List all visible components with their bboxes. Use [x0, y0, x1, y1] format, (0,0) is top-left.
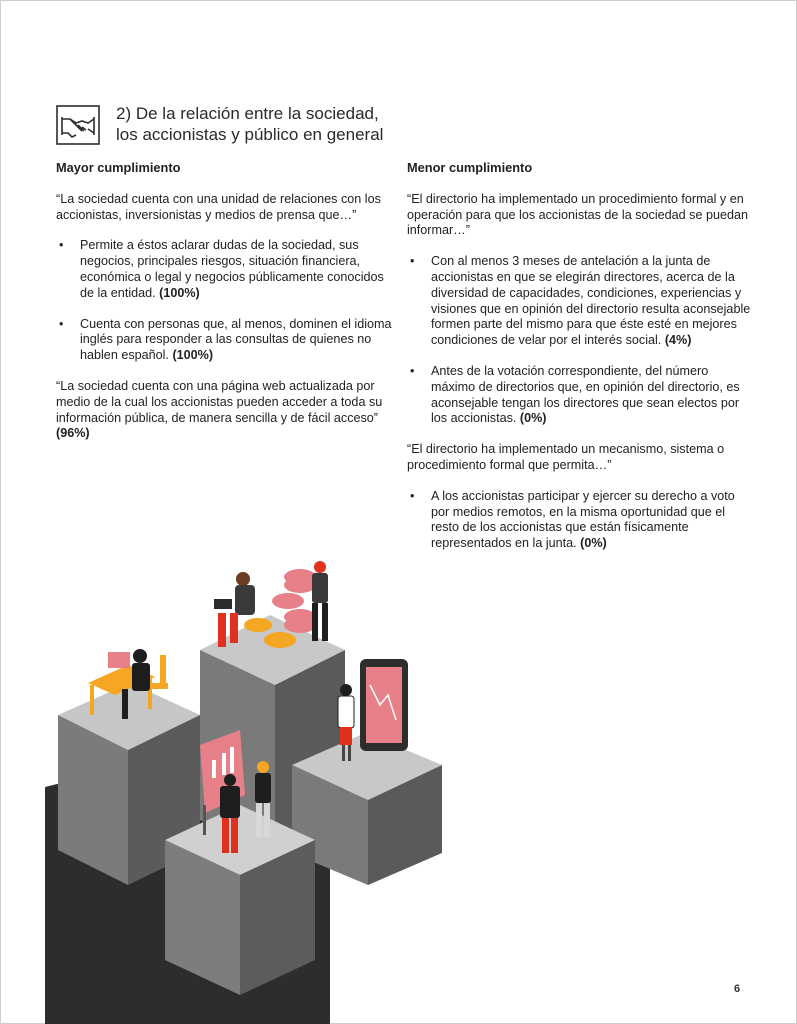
bullet-percentage: (0%)	[580, 536, 607, 551]
right-quote-2: “El directorio ha implementado un mecanismo, sistema o procedimiento formal que permita…”	[407, 442, 725, 472]
quote-text: “La sociedad cuenta con una página web actualizada por medio de la cual los accionistas pueden acceder a toda su información pública, de manera sencilla y de fácil acceso”	[56, 378, 383, 425]
page-number: 6	[734, 983, 741, 995]
left-quote-1: “La sociedad cuenta con una unidad de relaciones con los accionistas, inversionistas y medios de prensa que…”	[56, 191, 381, 222]
list-item	[56, 317, 396, 364]
left-column	[56, 160, 396, 457]
block-front	[165, 805, 315, 995]
bullet-percentage: (4%)	[664, 333, 692, 348]
right-bullet-list-1	[407, 254, 752, 427]
right-bullet-list-2	[407, 489, 752, 552]
right-column	[407, 160, 752, 567]
title-line-1: 2) De la relación entre la sociedad,	[116, 104, 379, 123]
bullet-text: Cuenta con personas que, al menos, dominen el idioma inglés para responder a las consultas de quienes no hablen español.	[80, 316, 392, 363]
handshake-icon	[56, 105, 100, 145]
page-title	[116, 103, 383, 145]
right-heading: Menor cumplimiento	[407, 160, 533, 175]
section-header	[56, 103, 383, 145]
bullet-percentage: (100%)	[172, 348, 214, 363]
phone-screen	[360, 659, 408, 751]
bullet-text: Antes de la votación correspondiente, del número máximo de directorios que, en opinión del directorio, es aconsejable tengan los directores que sean electos por los accionistas.	[431, 363, 740, 426]
list-item	[407, 489, 752, 552]
right-quote-1: “El directorio ha implementado un procedimiento formal y en operación para que los accionistas de la sociedad se puedan informar…”	[407, 191, 748, 238]
left-bullet-list	[56, 238, 396, 364]
bullet-text: A los accionistas participar y ejercer su derecho a voto por medios remotos, en la misma oportunidad que el resto de los accionistas que están físicamente representados en la junta.	[431, 488, 735, 551]
bullet-percentage: (100%)	[159, 285, 200, 300]
list-item	[407, 254, 752, 349]
list-item	[56, 238, 396, 301]
left-quote-2	[56, 379, 396, 442]
bullet-text: Con al menos 3 meses de antelación a la junta de accionistas en que se elegirán directores, acerca de la diversidad de capacidades, condiciones, experiencias y visiones que en opinión del directorio resulta aconsejable formen parte del mismo para que éste esté en mejores condiciones de velar por el interés social.	[431, 254, 751, 348]
left-heading: Mayor cumplimiento	[56, 160, 181, 175]
bullet-percentage: (0%)	[519, 411, 547, 426]
woman-standing	[312, 561, 328, 641]
bullet-text: Permite a éstos aclarar dudas de la sociedad, sus negocios, principales riesgos, situación financiera, económica o legal y negocios públicamente conocidos de la entidad.	[80, 238, 384, 300]
quote-percentage: (96%)	[56, 426, 90, 441]
title-line-2: los accionistas y público en general	[116, 125, 384, 144]
isometric-illustration	[0, 555, 460, 1024]
list-item	[407, 364, 752, 427]
